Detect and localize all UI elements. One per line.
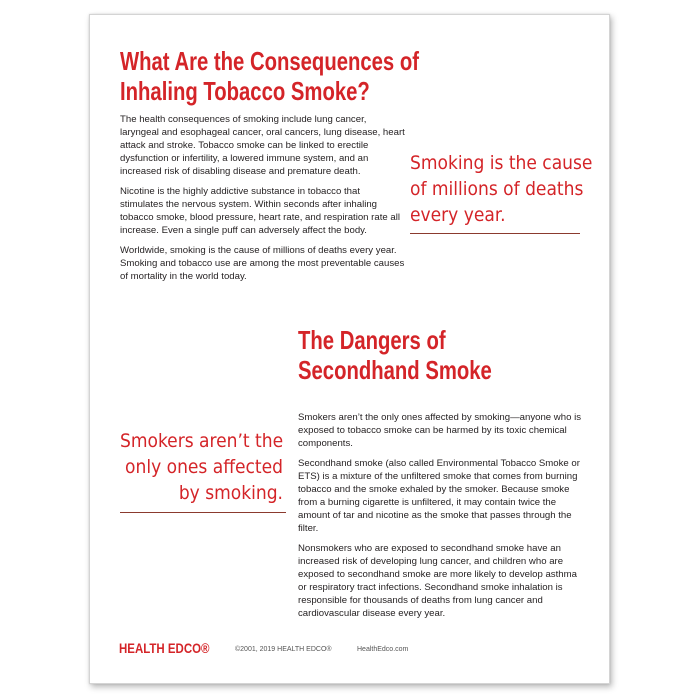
section1-paragraph: Nicotine is the highly addictive substance in tobacco that stimulates the nervous system. Within seconds after inhaling tobacco smoke, blood pressure, heart rate, and respiration rate all increase. Even a single puff can adversely affect the body. bbox=[120, 186, 400, 236]
section2-paragraph: Smokers aren’t the only ones affected by smoking—anyone who is exposed to tobacco smoke can be harmed by its toxic chemical components. bbox=[298, 412, 581, 449]
section2-paragraph: Secondhand smoke (also called Environmental Tobacco Smoke or ETS) is a mixture of the unfiltered smoke that comes from burning tobacco and the smoke exhaled by the smoker. Because smoke from a burning cigarette is unfiltered, it may contain twice the amount of tar and nicotine as the smoke that passes through the filter. bbox=[298, 458, 580, 534]
section2-title-line2: Secondhand Smoke bbox=[298, 355, 492, 385]
section2-body bbox=[298, 411, 583, 627]
section2-pull-quote-rule bbox=[120, 512, 286, 513]
section1-title-line1: What Are the Consequences of bbox=[120, 46, 419, 76]
section2-title-line1: The Dangers of bbox=[298, 325, 446, 355]
section1-pull-quote bbox=[410, 150, 592, 228]
pull-quote-line: Smoking is the cause bbox=[410, 152, 593, 174]
pull-quote-line: every year. bbox=[410, 204, 506, 226]
section1-pull-quote-rule bbox=[410, 233, 580, 234]
section1-title-line2: Inhaling Tobacco Smoke? bbox=[120, 76, 370, 106]
brand-logo: HEALTH EDCO® bbox=[119, 640, 210, 656]
pull-quote-line: of millions of deaths bbox=[410, 178, 584, 200]
section1-paragraph: The health consequences of smoking include lung cancer, laryngeal and esophageal cancer, oral cancers, lung disease, heart attack and stroke. Tobacco smoke can be linked to erectile dysfunction or infertility, a lowered immune system, and an increased risk of disabling disease and premature death. bbox=[120, 114, 405, 177]
pull-quote-line: by smoking. bbox=[178, 482, 283, 504]
website-link[interactable]: HealthEdco.com bbox=[357, 646, 409, 653]
section1-paragraph: Worldwide, smoking is the cause of millions of deaths every year. Smoking and tobacco use are among the most preventable causes of mortality in the world today. bbox=[120, 245, 405, 282]
section2-pull-quote bbox=[120, 428, 283, 506]
section1-body bbox=[120, 113, 405, 290]
copyright-text: ©2001, 2019 HEALTH EDCO® bbox=[235, 646, 332, 653]
section2-paragraph: Nonsmokers who are exposed to secondhand smoke have an increased risk of developing lung cancer, and children who are exposed to secondhand smoke are more likely to develop asthma or respiratory tract infections. Secondhand smoke inhalation is responsible for thousands of deaths from lung cancer and cardiovascular disease every year. bbox=[298, 543, 577, 619]
pull-quote-line: Smokers aren’t the bbox=[120, 430, 284, 452]
pull-quote-line: only ones affected bbox=[125, 456, 283, 478]
